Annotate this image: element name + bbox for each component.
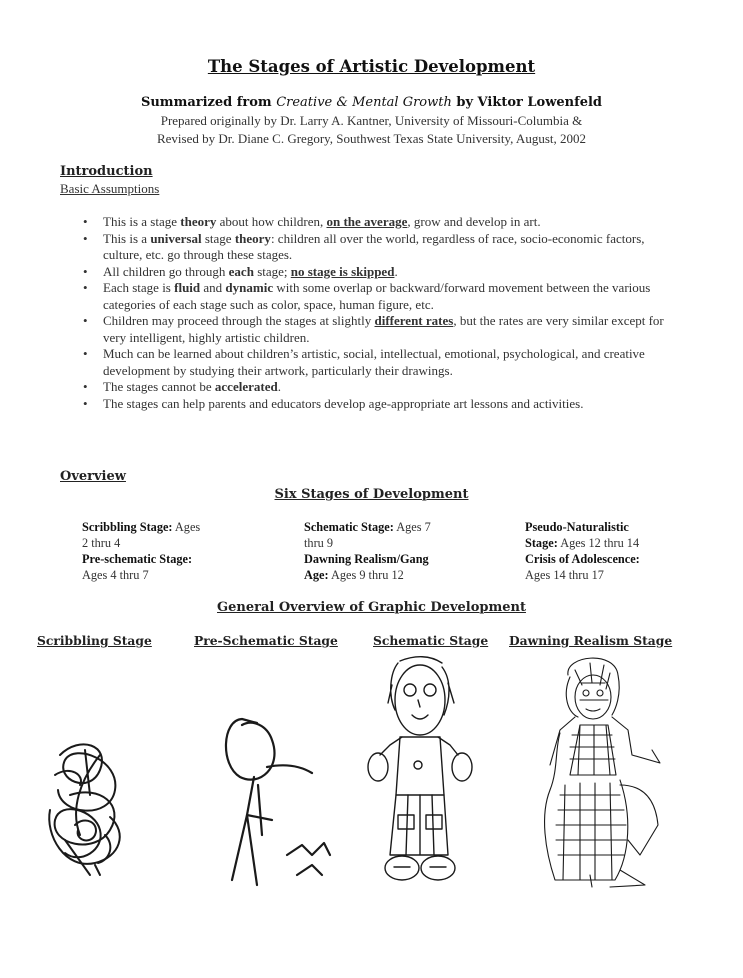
emphasis: on the average <box>326 214 408 229</box>
text: Each stage is <box>103 280 175 295</box>
text: All children go through <box>103 263 229 279</box>
text: The stages cannot be <box>103 379 215 394</box>
emphasis: different rates <box>374 313 454 328</box>
prepared-line: Prepared originally by Dr. Larry A. Kantner, University of Missouri-Columbia & <box>160 113 583 128</box>
emphasis: no stage is skipped <box>290 263 395 279</box>
stage-ages: 2 thru 4 <box>82 536 121 550</box>
text: , grow and develop in art. <box>407 214 541 229</box>
emphasis: fluid <box>174 280 201 295</box>
book-title: Creative & Mental Growth <box>276 95 452 110</box>
stage-ages: Ages 7 <box>393 520 431 534</box>
text: This is a <box>103 230 151 246</box>
page-title: The Stages of Artistic Development <box>207 57 536 76</box>
text: The stages can help parents and educators develop age-appropriate art lessons and activities. <box>103 395 584 411</box>
emphasis: universal <box>150 230 202 246</box>
stage-pseudo-naturalistic <box>525 519 735 551</box>
emphasis: theory <box>180 214 217 229</box>
stage-preschematic <box>82 551 292 583</box>
scribble-drawing <box>40 735 140 880</box>
list-item <box>83 280 678 313</box>
stage-ages: thru 9 <box>304 536 334 550</box>
text: . <box>277 379 281 394</box>
list-item <box>83 231 678 264</box>
stage-name: Crisis of Adolescence: <box>525 552 640 566</box>
label-schematic-drawing: Schematic Stage <box>373 633 489 648</box>
text: : children all over the world, regardless of race, socio-economic factors, culture, etc. go through these stages. <box>103 230 645 262</box>
stage-name: Stage: <box>525 536 558 550</box>
overview-heading: Overview <box>60 469 126 484</box>
list-item <box>83 214 678 231</box>
credits <box>0 112 743 148</box>
stage-ages: Ages 12 thru 14 <box>557 536 640 550</box>
schematic-drawing <box>360 655 480 890</box>
stage-ages: Ages <box>172 520 201 534</box>
summary-line <box>0 95 743 110</box>
emphasis: accelerated <box>214 379 278 394</box>
list-item <box>83 313 678 346</box>
stage-ages: Ages 9 thru 12 <box>328 568 404 582</box>
introduction-heading: Introduction <box>60 164 153 179</box>
revised-line: Revised by Dr. Diane C. Gregory, Southwest Texas State University, August, 2002 <box>156 131 586 146</box>
summary-suffix: by Viktor Lowenfeld <box>451 95 603 110</box>
assumptions-list <box>83 214 678 412</box>
stage-name: Schematic Stage: <box>304 520 394 534</box>
stage-name: Scribbling Stage: <box>82 520 173 534</box>
stage-scribbling <box>82 519 292 551</box>
list-item <box>83 264 678 281</box>
label-dawning-drawing: Dawning Realism Stage <box>509 633 673 648</box>
text: . <box>394 263 398 279</box>
text: and <box>200 280 226 295</box>
dawning-realism-drawing <box>520 655 670 887</box>
text: , but the rates are very similar except for very intelligent, highly artistic children. <box>103 313 664 345</box>
emphasis: dynamic <box>225 280 274 295</box>
basic-assumptions-heading: Basic Assumptions <box>60 181 160 196</box>
six-stages-heading: Six Stages of Development <box>274 487 469 502</box>
text: stage; <box>253 263 291 279</box>
text: Much can be learned about children’s artistic, social, intellectual, emotional, psychological, and creative development by studying their artwork, particularly their drawings. <box>103 346 645 378</box>
stage-dawning-realism <box>304 551 514 583</box>
list-item <box>83 346 678 379</box>
stage-ages: Ages 4 thru 7 <box>82 568 149 582</box>
list-item <box>83 396 678 413</box>
stage-name: Pre-schematic Stage: <box>82 552 193 566</box>
summary-prefix: Summarized from <box>140 95 277 110</box>
stage-name: Dawning Realism/Gang <box>304 552 429 566</box>
label-preschematic-drawing: Pre-Schematic Stage <box>194 633 338 648</box>
text: about how children, <box>216 214 327 229</box>
stage-ages: Ages 14 thru 17 <box>525 568 604 582</box>
preschematic-drawing <box>212 705 342 890</box>
stage-name: Age: <box>304 568 329 582</box>
stage-schematic <box>304 519 514 551</box>
list-item <box>83 379 678 396</box>
stage-name: Pseudo-Naturalistic <box>525 520 629 534</box>
label-scribbling-drawing: Scribbling Stage <box>37 633 152 648</box>
stage-crisis-adolescence <box>525 551 735 583</box>
text: with some overlap or backward/forward movement between the various categories of each stage such as color, space, human figure, etc. <box>103 280 651 312</box>
text: This is a stage <box>103 214 181 229</box>
text: Children may proceed through the stages at slightly <box>103 313 375 328</box>
text: stage <box>201 230 235 246</box>
emphasis: theory <box>234 230 271 246</box>
graphic-development-heading: General Overview of Graphic Development <box>217 600 526 615</box>
emphasis: each <box>228 263 254 279</box>
